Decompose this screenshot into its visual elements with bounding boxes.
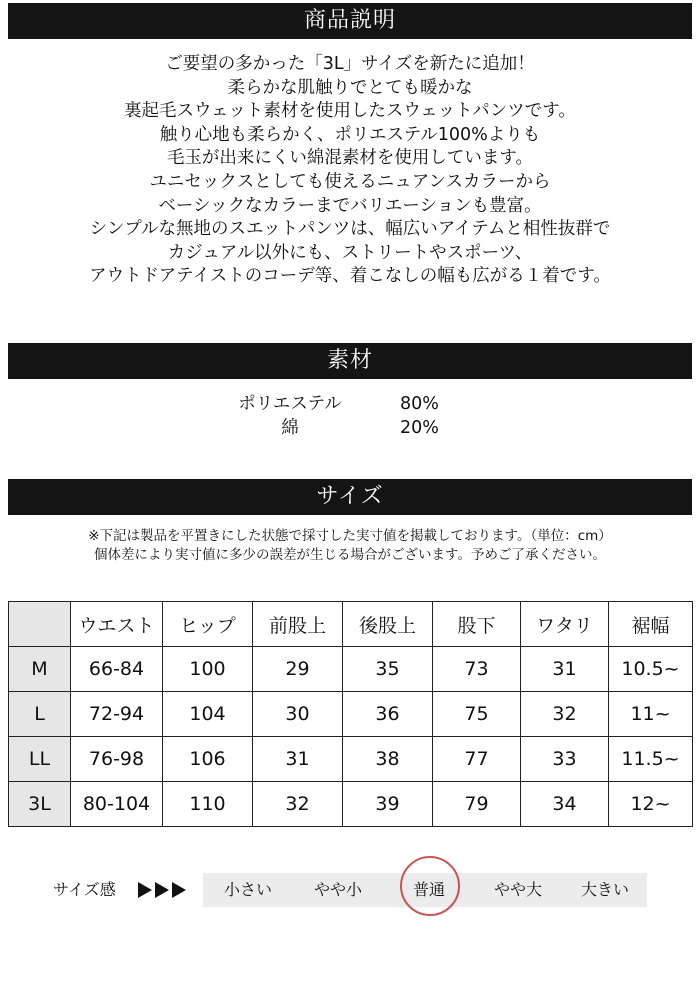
table-cell: 104: [163, 692, 253, 737]
table-cell: 106: [163, 737, 253, 782]
size-feel-label: サイズ感: [53, 880, 116, 899]
table-cell: 12~: [609, 782, 693, 827]
section-header-size: サイズ: [8, 479, 692, 515]
table-cell: 31: [253, 737, 343, 782]
table-cell: 33: [521, 737, 609, 782]
table-header-cell: 股下: [433, 602, 521, 647]
material-percent: 20%: [400, 418, 439, 438]
table-cell: 29: [253, 647, 343, 692]
table-header-cell: ワタリ: [521, 602, 609, 647]
table-cell: 35: [343, 647, 433, 692]
material-name: 綿: [281, 418, 299, 438]
size-label: M: [9, 647, 71, 692]
material-row: [200, 416, 500, 440]
table-cell: 34: [521, 782, 609, 827]
table-cell: 11~: [609, 692, 693, 737]
description-line: 毛玉が出来にくい綿混素材を使用しています。: [166, 148, 534, 169]
table-header-cell: ヒップ: [163, 602, 253, 647]
size-note-line: 個体差により実寸値に多少の誤差が生じる場合がございます。予めご了承ください。: [94, 547, 606, 563]
table-cell: 39: [343, 782, 433, 827]
table-cell: 76-98: [71, 737, 163, 782]
size-label: 3L: [9, 782, 71, 827]
table-cell: 31: [521, 647, 609, 692]
material-list: [200, 392, 500, 440]
table-cell: 77: [433, 737, 521, 782]
description-line: カジュアル以外にも、ストリートやスポーツ、: [167, 242, 533, 263]
size-feel-option: 小さい: [223, 880, 272, 899]
size-note-line: ※下記は製品を平置きにした状態で採寸した実寸値を掲載しております。（単位：cm）: [88, 528, 612, 544]
table-cell: 66-84: [71, 647, 163, 692]
table-cell: 100: [163, 647, 253, 692]
table-cell: 32: [521, 692, 609, 737]
table-row: [9, 647, 693, 692]
selected-size-circle: [400, 856, 460, 916]
section-header-description: 商品説明: [8, 3, 692, 39]
table-cell: 80-104: [71, 782, 163, 827]
triple-arrow-icon: [138, 880, 190, 900]
size-feel-option-selected: 普通: [412, 880, 445, 899]
size-label: L: [9, 692, 71, 737]
table-header-cell: 裾幅: [609, 602, 693, 647]
description-line: ユニセックスとしても使えるニュアンスカラーから: [149, 171, 551, 192]
material-percent: 80%: [400, 394, 439, 414]
table-cell: 110: [163, 782, 253, 827]
description-line: 触り心地も柔らかく、ポリエステル100%よりも: [159, 124, 541, 145]
material-row: [200, 392, 500, 416]
description-line: 柔らかな肌触りでとても暖かな: [227, 77, 473, 98]
table-row: [9, 782, 693, 827]
table-cell: 10.5~: [609, 647, 693, 692]
table-header-cell: ウエスト: [71, 602, 163, 647]
size-feel-option: やや小: [313, 880, 362, 899]
table-cell: 73: [433, 647, 521, 692]
material-name: ポリエステル: [238, 394, 342, 414]
description-line: アウトドアテイストのコーデ等、着こなしの幅も広がる１着です。: [89, 266, 611, 287]
size-feel-option: やや大: [493, 880, 542, 899]
size-note: [0, 527, 700, 565]
table-cell: 11.5~: [609, 737, 693, 782]
table-cell: 72-94: [71, 692, 163, 737]
table-cell: 36: [343, 692, 433, 737]
size-label: LL: [9, 737, 71, 782]
table-cell: 38: [343, 737, 433, 782]
table-cell: 32: [253, 782, 343, 827]
size-feel-option: 大きい: [580, 880, 629, 899]
description-line: 裏起毛スウェット素材を使用したスウェットパンツです。: [124, 101, 576, 122]
table-cell: 30: [253, 692, 343, 737]
size-table: [8, 601, 693, 827]
table-header-row: [9, 602, 693, 647]
table-header-cell: 前股上: [253, 602, 343, 647]
table-cell: 79: [433, 782, 521, 827]
table-cell: 75: [433, 692, 521, 737]
description-line: ベーシックなカラーまでバリエーションも豊富。: [158, 195, 542, 216]
description-line: シンプルな無地のスエットパンツは、幅広いアイテムと相性抜群で: [89, 219, 611, 240]
table-header-cell: 後股上: [343, 602, 433, 647]
description-line: ご要望の多かった「3L」サイズを新たに追加！: [165, 54, 535, 74]
table-row: [9, 692, 693, 737]
section-header-material: 素材: [8, 343, 692, 379]
table-header-corner: [9, 602, 71, 647]
product-description: [0, 53, 700, 289]
table-row: [9, 737, 693, 782]
